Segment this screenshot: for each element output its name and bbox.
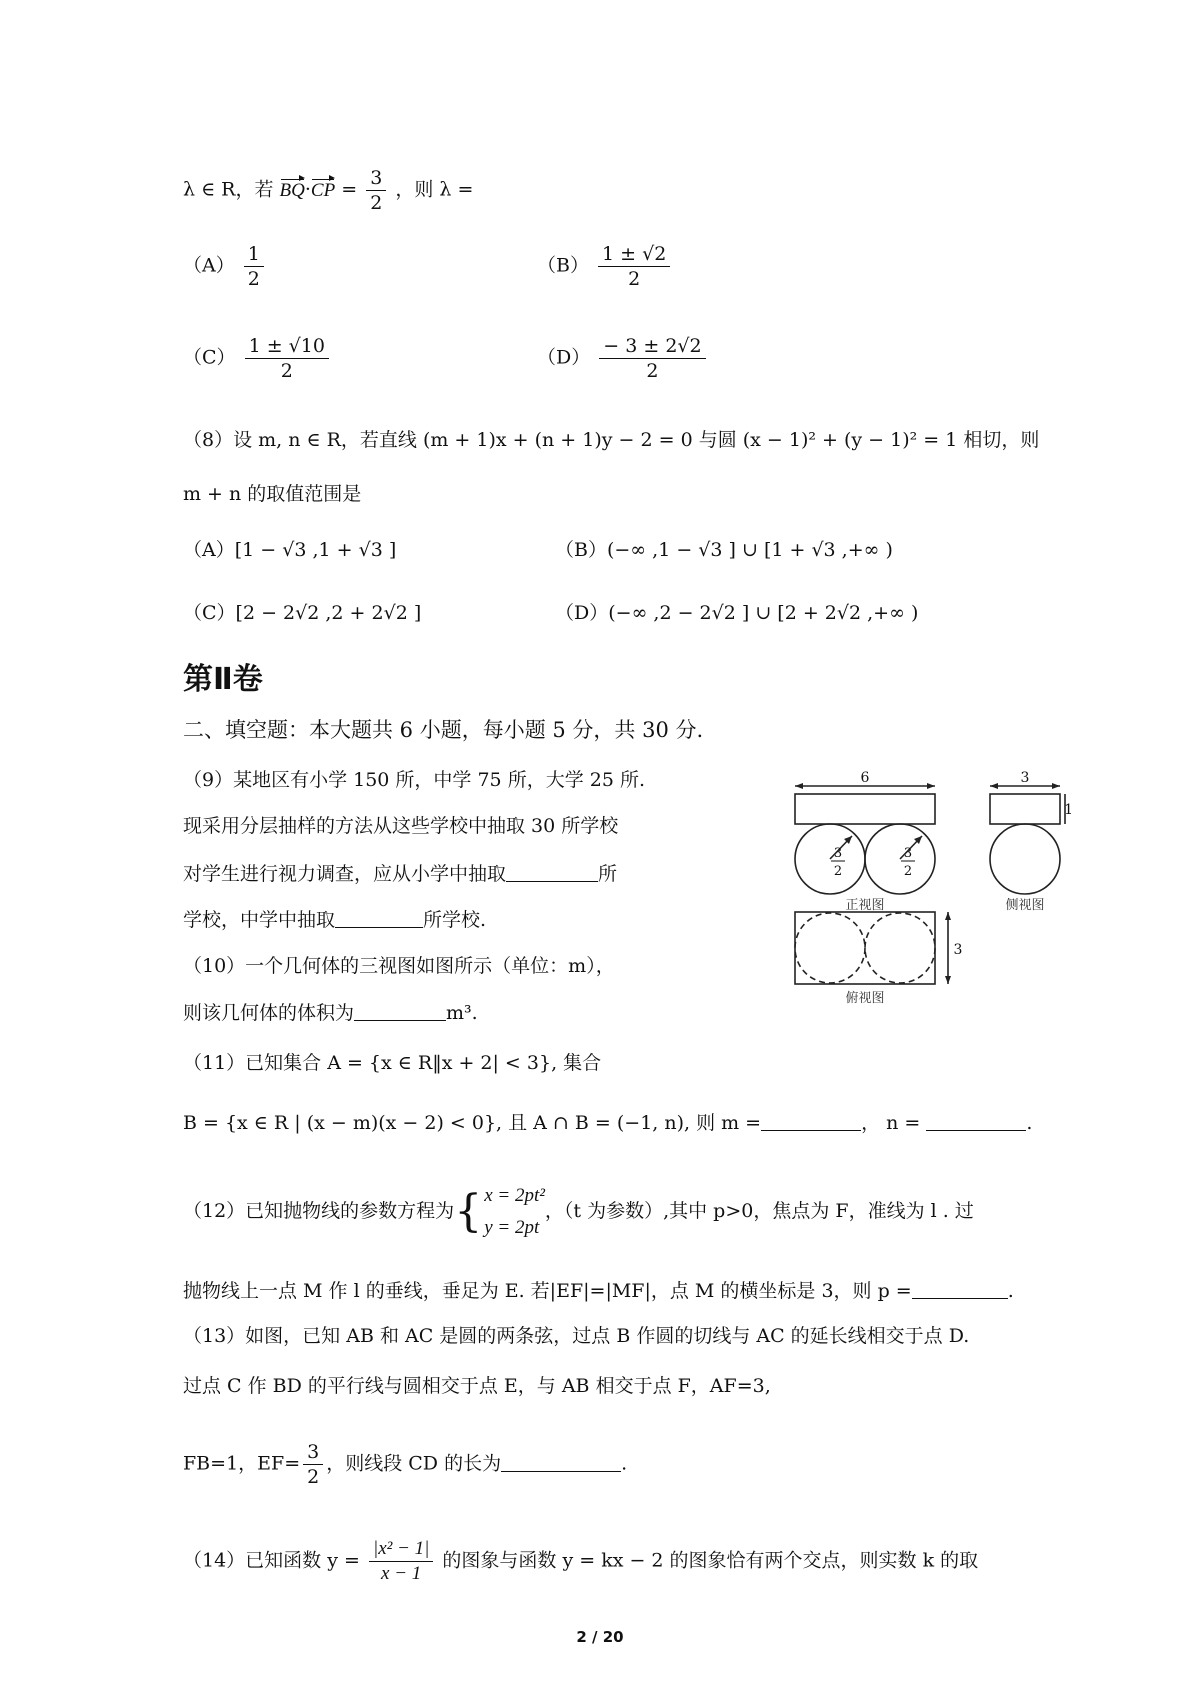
arrowhead	[945, 912, 951, 920]
option-label: （D）	[555, 602, 609, 624]
q8-option-a	[183, 537, 396, 563]
radius-left-num: 3	[833, 846, 843, 861]
frac-num: 1 ± √2	[598, 242, 670, 267]
q13-line3	[183, 1440, 627, 1489]
arrowhead	[927, 783, 935, 789]
frac-num: − 3 ± 2√2	[599, 334, 705, 359]
q8-option-b	[555, 537, 893, 563]
frac-num: 1 ± √10	[245, 334, 329, 359]
frac-num: 1	[244, 242, 264, 267]
radius-right-num: 3	[903, 846, 913, 861]
q8-option-d	[555, 600, 918, 626]
option-label: （A）	[183, 539, 235, 561]
q10-line2	[183, 1000, 478, 1026]
option-fraction	[599, 334, 705, 383]
q13-line3-text: FB=1，EF=	[183, 1452, 301, 1475]
frac-den: 2	[646, 360, 659, 382]
radius-left-den: 2	[833, 864, 843, 879]
top-view-hidden-circle-left	[795, 913, 865, 983]
frac-den: 2	[280, 360, 293, 382]
vector-cp: CP	[311, 178, 335, 204]
option-text: [2 − 2√2 ,2 + 2√2 ]	[235, 602, 422, 624]
option-text: (−∞ ,1 − √3 ] ∪ [1 + √3 ,+∞ )	[606, 539, 893, 561]
option-label: （C）	[183, 346, 236, 369]
option-label: （B）	[555, 539, 607, 561]
q14-fraction	[369, 1537, 433, 1586]
answer-blank[interactable]	[912, 1280, 1008, 1299]
q9-line2: 现采用分层抽样的方法从这些学校中抽取 30 所学校	[183, 815, 619, 837]
arrowhead	[990, 783, 998, 789]
front-view-slab	[795, 794, 935, 824]
answer-blank[interactable]	[506, 863, 598, 882]
q10-line2-text: 则该几何体的体积为	[183, 1002, 355, 1024]
q13-fraction	[303, 1440, 323, 1489]
frac-den: 2	[247, 268, 260, 290]
frac-num: |x² − 1|	[369, 1537, 433, 1562]
dim-3-right-label: 3	[953, 942, 963, 958]
q11-line2	[183, 1110, 1032, 1136]
dim-1-label: 1	[1064, 802, 1073, 818]
parametric-system	[484, 1180, 545, 1244]
arrowhead	[945, 976, 951, 984]
q7-fraction	[366, 166, 386, 215]
q14-suffix: 的图象与函数 y = kx − 2 的图象恰有两个交点，则实数 k 的取	[442, 1549, 979, 1572]
dim-6-label: 6	[860, 770, 870, 786]
q10-line1: （10）一个几何体的三视图如图所示（单位：m），	[183, 955, 615, 977]
q8-stem-line2: m + n 的取值范围是	[183, 483, 362, 505]
q11-period: .	[1026, 1112, 1033, 1134]
vector-bq: BQ	[280, 178, 305, 204]
option-text: (−∞ ,2 − 2√2 ] ∪ [2 + 2√2 ,+∞ )	[608, 602, 919, 624]
frac-den: x − 1	[381, 1563, 422, 1584]
q12-line2	[183, 1278, 1014, 1304]
q13-line3-mid: ，则线段 CD 的长为	[326, 1452, 502, 1475]
arrowhead	[795, 783, 803, 789]
q7-frac-den: 2	[370, 192, 383, 214]
q13-line2: 过点 C 作 BD 的平行线与圆相交于点 E，与 AB 相交于点 F，AF=3,	[183, 1375, 771, 1397]
three-view-figure	[790, 770, 1073, 1042]
side-view-label: 侧视图	[1005, 898, 1045, 913]
q8-option-c	[183, 600, 421, 626]
q14-prefix: （14）已知函数 y =	[183, 1549, 360, 1572]
q14-line1	[183, 1537, 978, 1586]
q7-option-b	[537, 242, 673, 291]
q11-line1: （11）已知集合 A = {x ∈ R‖x + 2| < 3}, 集合	[183, 1052, 602, 1074]
parametric-eq-y: y = 2pt	[484, 1217, 540, 1238]
q9-line4-suffix: 所学校.	[423, 909, 487, 931]
answer-blank-n[interactable]	[926, 1112, 1026, 1131]
answer-blank[interactable]	[354, 1002, 446, 1021]
answer-blank[interactable]	[501, 1453, 621, 1472]
q7-option-c	[183, 334, 332, 383]
top-view-hidden-circle-right	[865, 913, 935, 983]
q11-line2-text: B = {x ∈ R | (x − m)(x − 2) < 0}, 且 A ∩ B = (−1, n), 则 m =	[183, 1112, 762, 1134]
frac-num: 3	[303, 1440, 323, 1465]
q7-stem-part2: ，则 λ =	[395, 178, 474, 201]
q12-line1	[183, 1180, 974, 1244]
parametric-eq-x: x = 2pt²	[484, 1185, 545, 1206]
q7-stem: λ ∈ R，若 BQ·CP = $\frac{3}{2}$ ，则 λ =	[183, 167, 474, 214]
top-view-label: 俯视图	[845, 991, 885, 1006]
arrowhead	[1052, 783, 1060, 789]
q7-option-d	[537, 334, 709, 383]
q9-line3-text: 对学生进行视力调查，应从小学中抽取	[183, 863, 507, 885]
option-fraction	[245, 334, 329, 383]
q7-equals: =	[335, 178, 364, 201]
radius-right-den: 2	[903, 864, 913, 879]
q12-period: .	[1007, 1280, 1014, 1302]
option-label: （C）	[183, 602, 236, 624]
q13-period: .	[621, 1452, 628, 1475]
q12-prefix: （12）已知抛物线的参数方程为	[183, 1200, 455, 1222]
page-number: 2 / 20	[576, 1628, 624, 1646]
q7-stem-part1: λ ∈ R，若	[183, 178, 280, 201]
q9-line4-text: 学校，中学中抽取	[183, 909, 336, 931]
dim-3-label: 3	[1020, 770, 1030, 786]
q7-option-a	[183, 242, 267, 291]
front-view-label: 正视图	[845, 898, 885, 913]
system-brace: {	[454, 1186, 483, 1237]
q12-line2-text: 抛物线上一点 M 作 l 的垂线，垂足为 E. 若|EF|=|MF|，点 M 的横坐标是 3，则 p =	[183, 1280, 912, 1302]
answer-blank[interactable]	[335, 909, 423, 928]
q10-unit: m³.	[446, 1002, 478, 1024]
q9-line3-suffix: 所	[598, 863, 618, 885]
section-subtitle: 二、填空题：本大题共 6 小题，每小题 5 分，共 30 分.	[183, 718, 704, 742]
q9-line3	[183, 861, 617, 887]
q7-frac-num: 3	[366, 166, 386, 191]
frac-den: 2	[307, 1466, 320, 1488]
option-label: （D）	[537, 346, 591, 369]
answer-blank-m[interactable]	[761, 1112, 861, 1131]
q9-line1: （9）某地区有小学 150 所，中学 75 所，大学 25 所.	[183, 769, 645, 791]
q13-line1: （13）如图，已知 AB 和 AC 是圆的两条弦，过点 B 作圆的切线与 AC 的延长线相交于点 D.	[183, 1325, 970, 1347]
q11-n-label: ， n =	[861, 1112, 921, 1134]
q12-suffix: ，（t 为参数）,其中 p>0，焦点为 F，准线为 l . 过	[544, 1200, 974, 1222]
option-fraction	[244, 242, 264, 291]
option-text: [1 − √3 ,1 + √3 ]	[234, 539, 397, 561]
q8-stem-line1: （8）设 m, n ∈ R，若直线 (m + 1)x + (n + 1)y − 2 = 0 与圆 (x − 1)² + (y − 1)² = 1 相切，则	[183, 429, 1040, 451]
option-label: （A）	[183, 254, 235, 277]
frac-den: 2	[628, 268, 641, 290]
q9-line4	[183, 907, 486, 933]
option-fraction	[598, 242, 670, 291]
option-label: （B）	[537, 254, 589, 277]
side-view-slab	[990, 794, 1060, 824]
section-title: 第Ⅱ卷	[183, 662, 263, 697]
side-view-circle	[990, 824, 1060, 894]
